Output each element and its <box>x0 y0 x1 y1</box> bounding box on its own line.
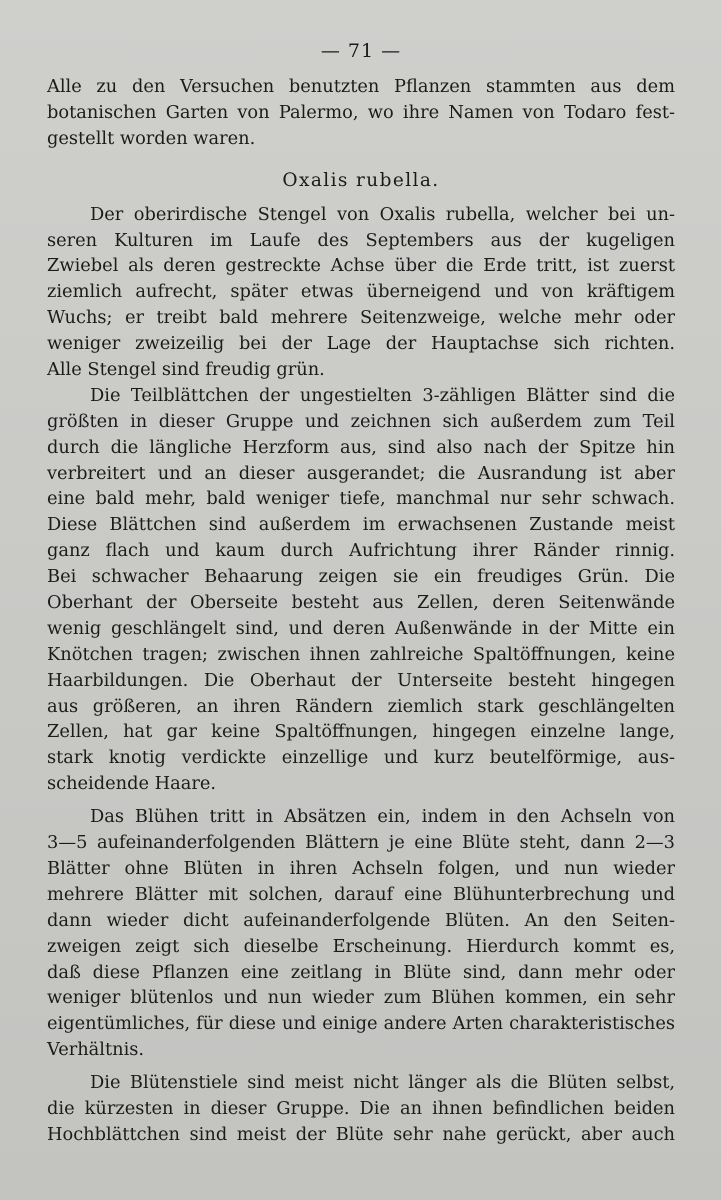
text-line: dann wieder dicht aufeinanderfolgende Blüten. An den Seiten- <box>47 909 675 931</box>
intro-paragraph <box>47 74 675 152</box>
text-line: eigentümliches, für diese und einige andere Arten charakteristisches <box>47 1013 675 1035</box>
text-line: ganz flach und kaum durch Aufrichtung ihrer Ränder rinnig. <box>47 540 675 562</box>
text-line: Die Blütenstiele sind meist nicht länger als die Blüten selbst, <box>90 1072 675 1094</box>
text-line: botanischen Garten von Palermo, wo ihre Namen von Todaro fest- <box>47 101 675 123</box>
text-line: Wuchs; er treibt bald mehrere Seitenzweige, welche mehr oder <box>47 307 675 329</box>
paragraph-flowering <box>47 804 675 1063</box>
text-line: Diese Blättchen sind außerdem im erwachsenen Zustande meist <box>47 514 675 536</box>
text-line: Knötchen tragen; zwischen ihnen zahlreiche Spaltöffnungen, keine <box>47 643 675 665</box>
text-line: aus größeren, an ihren Rändern ziemlich stark geschlängelten <box>47 695 675 717</box>
text-line: Alle Stengel sind freudig grün. <box>47 359 325 381</box>
text-line: Haarbildungen. Die Oberhaut der Unterseite besteht hingegen <box>47 669 675 691</box>
text-line: eine bald mehr, bald weniger tiefe, manchmal nur sehr schwach. <box>47 488 675 510</box>
text-line: Verhältnis. <box>47 1039 145 1061</box>
text-line: weniger blütenlos und nun wieder zum Blühen kommen, ein sehr <box>47 987 675 1009</box>
text-line: Hochblättchen sind meist der Blüte sehr nahe gerückt, aber auch <box>47 1123 675 1145</box>
text-line: zweigen zeigt sich dieselbe Erscheinung. Hierdurch kommt es, <box>47 935 675 957</box>
text-line: größten in dieser Gruppe und zeichnen sich außerdem zum Teil <box>47 410 675 432</box>
text-line: Zwiebel als deren gestreckte Achse über die Erde tritt, ist zuerst <box>47 255 675 277</box>
text-line: Bei schwacher Behaarung zeigen sie ein freudiges Grün. Die <box>47 566 675 588</box>
text-line: verbreitert und an dieser ausgerandet; die Ausrandung ist aber <box>47 462 675 484</box>
text-line: Oberhant der Oberseite besteht aus Zellen, deren Seitenwände <box>47 592 675 614</box>
text-line: Blätter ohne Blüten in ihren Achseln folgen, und nun wieder <box>47 857 675 879</box>
text-line: ziemlich aufrecht, später etwas überneigend und von kräftigem <box>47 281 675 303</box>
text-line: Alle zu den Versuchen benutzten Pflanzen stammten aus dem <box>47 76 675 97</box>
text-line: Das Blühen tritt in Absätzen ein, indem in den Achseln von <box>90 806 675 828</box>
paragraph-stalks <box>47 1070 675 1148</box>
text-line: 3—5 aufeinanderfolgenden Blättern je eine Blüte steht, dann 2—3 <box>47 832 675 854</box>
paragraph-stem <box>47 202 675 383</box>
text-line: scheidende Haare. <box>47 773 217 795</box>
text-line: Die Teilblättchen der ungestielten 3-zähligen Blätter sind die <box>90 384 675 406</box>
paragraph-leaves <box>47 383 675 797</box>
text-line: gestellt worden waren. <box>47 127 256 149</box>
text-line: Der oberirdische Stengel von Oxalis rubella, welcher bei un- <box>90 203 675 225</box>
text-line: seren Kulturen im Laufe des Septembers aus der kugeligen <box>47 229 675 251</box>
text-line: daß diese Pflanzen eine zeitlang in Blüte sind, dann mehr oder <box>47 961 675 983</box>
text-line: weniger zweizeilig bei der Lage der Hauptachse sich richten. <box>47 333 675 355</box>
text-line: Zellen, hat gar keine Spaltöffnungen, hingegen einzelne lange, <box>47 721 675 743</box>
text-line: durch die längliche Herzform aus, sind also nach der Spitze hin <box>47 436 675 458</box>
text-line: die kürzesten in dieser Gruppe. Die an ihnen befindlichen beiden <box>47 1097 675 1119</box>
text-line: wenig geschlängelt sind, und deren Außenwände in der Mitte ein <box>47 617 675 639</box>
section-heading: Oxalis rubella. <box>282 169 440 191</box>
text-line: stark knotig verdickte einzellige und kurz beutelförmige, aus- <box>47 747 675 769</box>
page-number: — 71 — <box>320 40 402 62</box>
text-line: mehrere Blätter mit solchen, darauf eine Blühunterbrechung und <box>47 883 675 905</box>
